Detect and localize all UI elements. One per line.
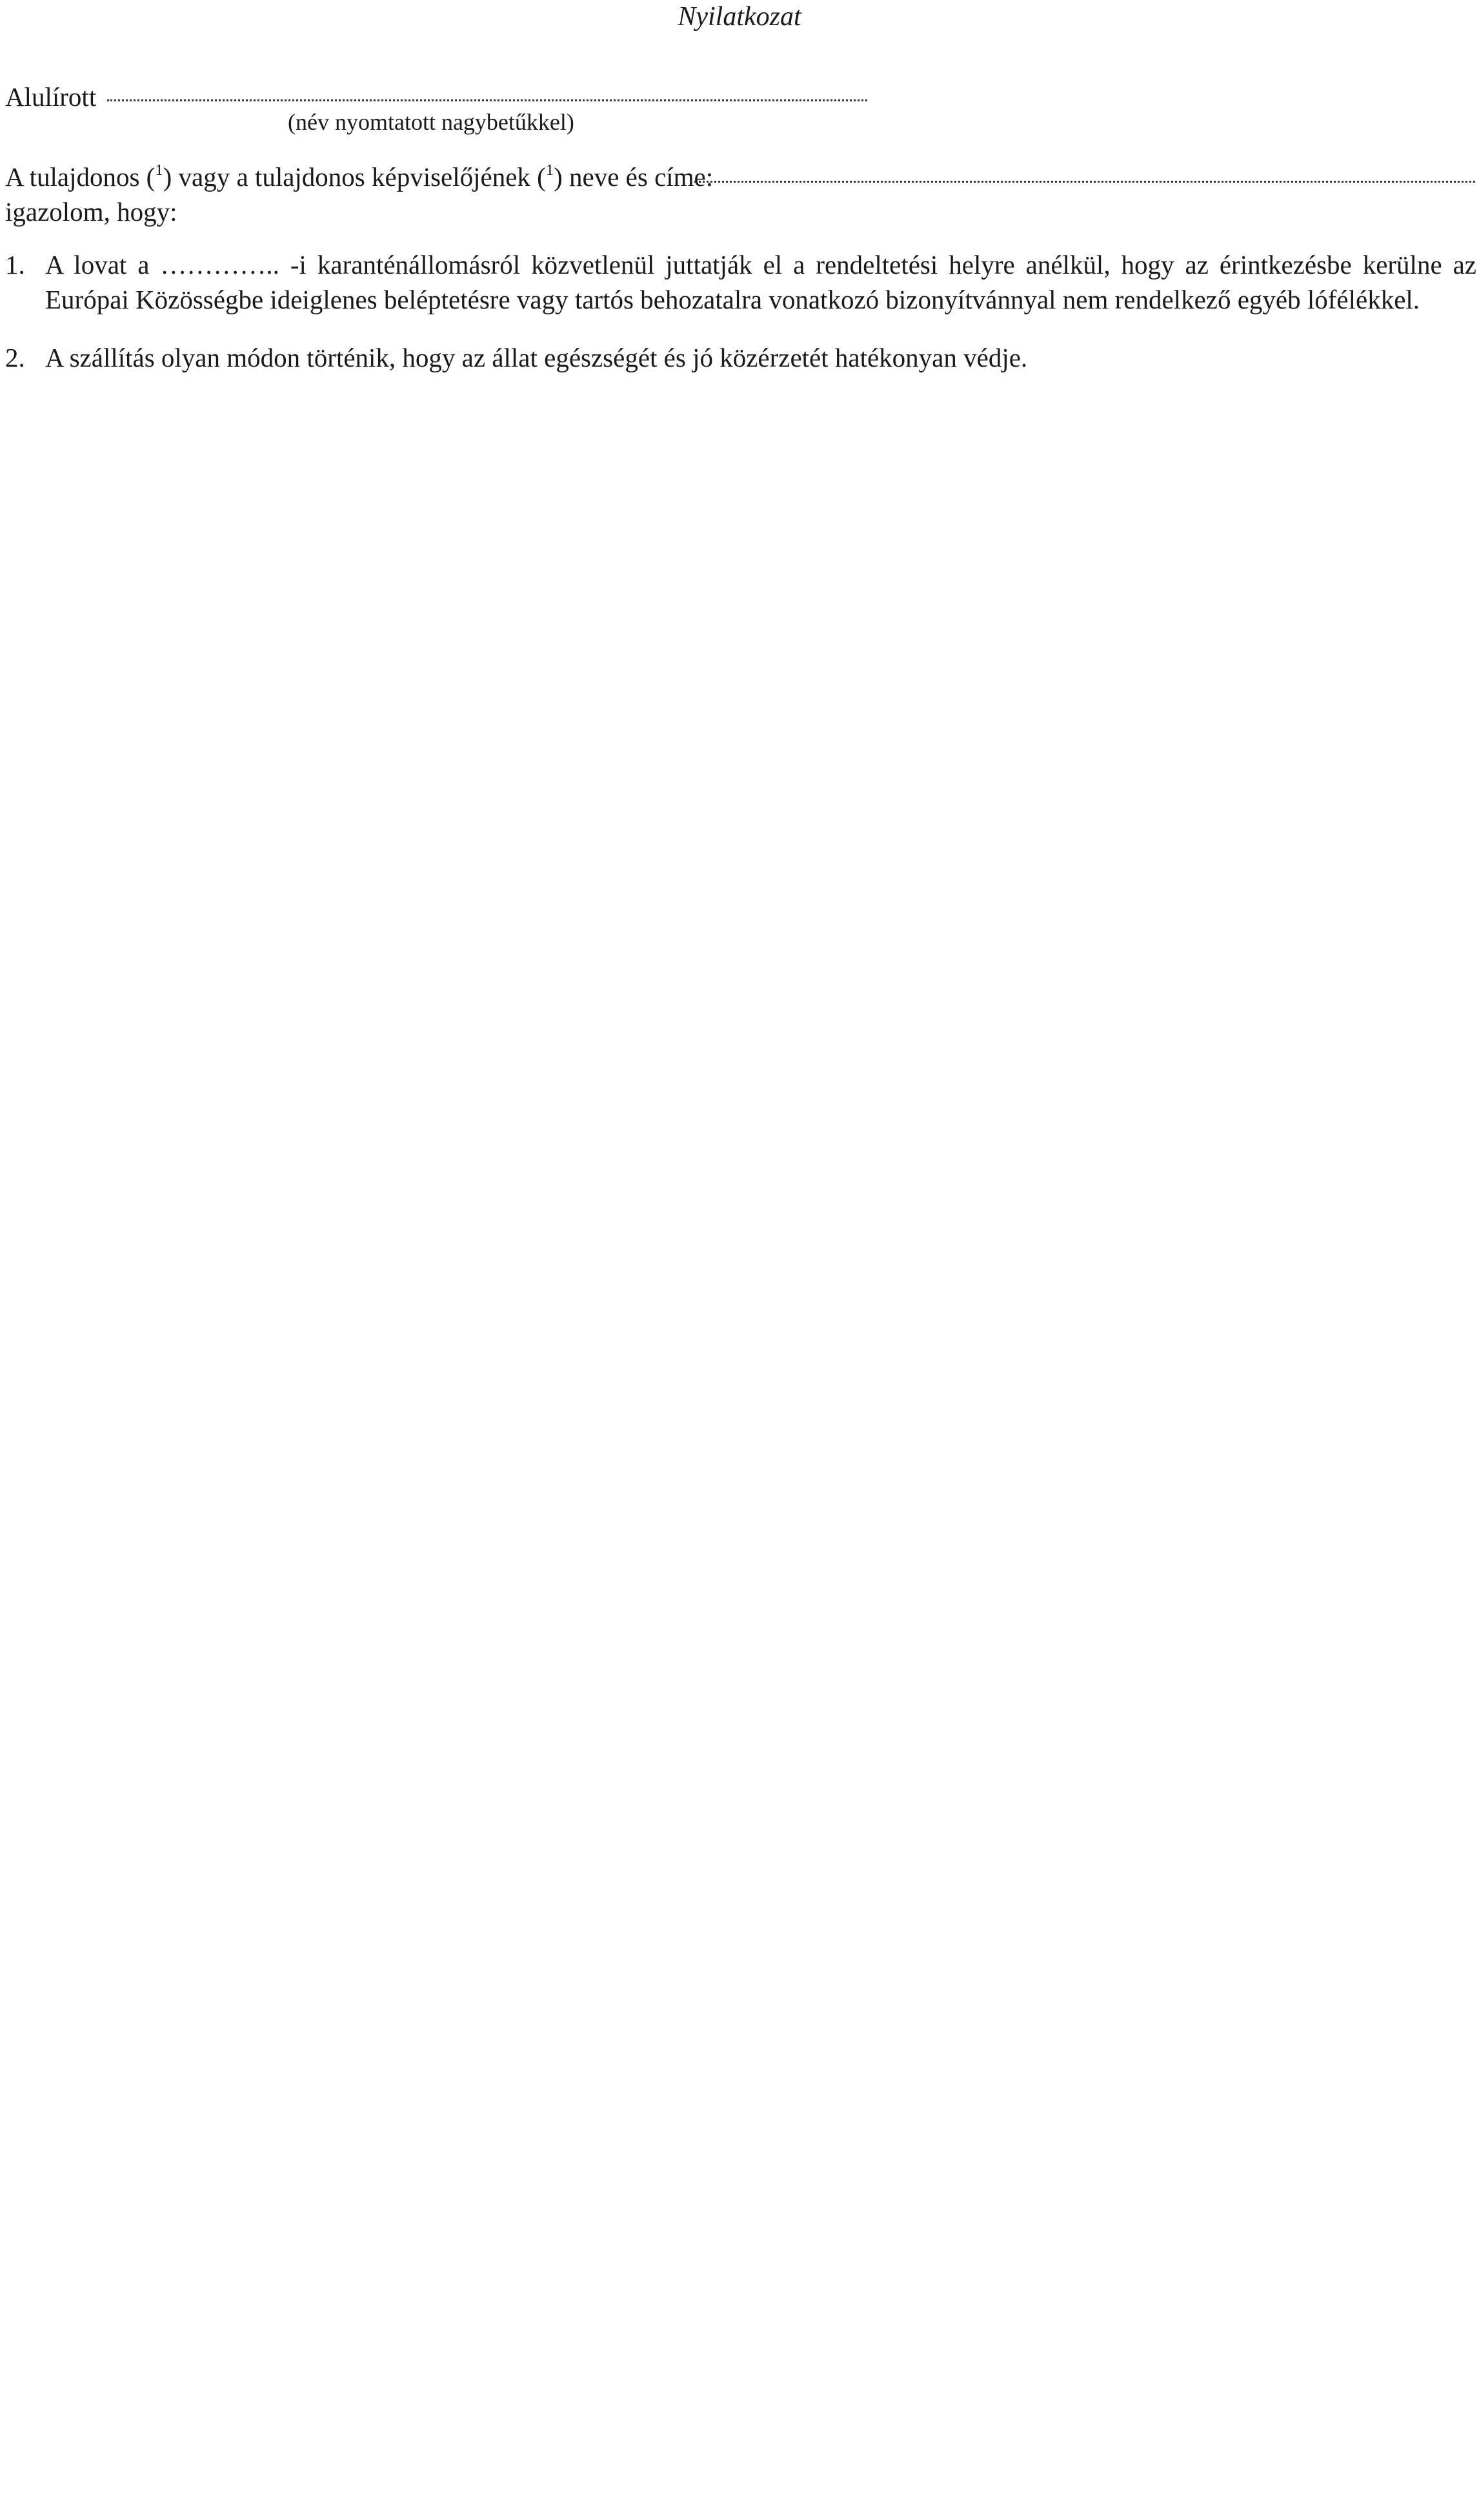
owner-suffix: ) neve és címe:	[554, 162, 714, 192]
footnote-ref-1: 1	[155, 161, 163, 179]
owner-line-2: igazolom, hogy:	[5, 197, 177, 227]
item-1-start: A lovat a	[45, 250, 150, 279]
item-1-line-1	[45, 248, 1476, 281]
owner-mid: ) vagy a tulajdonos képviselőjének (	[163, 162, 546, 192]
document-title: Nyilatkozat	[678, 2, 801, 32]
item-1-number: 1.	[5, 250, 25, 279]
name-fill-line	[107, 99, 867, 101]
owner-fill-line	[694, 181, 1475, 183]
item-1-rest: -i karanténállomásról közvetlenül juttatják el a rendeltetési helyre anélkül, hogy az érintkezésbe kerülne az	[290, 250, 1476, 279]
owner-line	[5, 160, 713, 194]
item-2-line-1: A szállítás olyan módon történik, hogy az állat egészségét és jó közérzetét hatékonyan védje.	[45, 343, 1028, 372]
name-caption: (név nyomtatott nagybetűkkel)	[288, 109, 574, 135]
footnote-ref-1b: 1	[545, 161, 554, 179]
item-1-line-2: Európai Közösségbe ideiglenes beléptetésre vagy tartós behozatalra vonatkozó bizonyítvánnyal nem rendelkező egyéb lófélékkel.	[45, 285, 1420, 314]
owner-prefix: A tulajdonos (	[5, 162, 156, 192]
item-1-dots: …………..	[160, 250, 279, 279]
item-2-number: 2.	[5, 343, 25, 372]
undersigned-label: Alulírott	[5, 82, 97, 112]
